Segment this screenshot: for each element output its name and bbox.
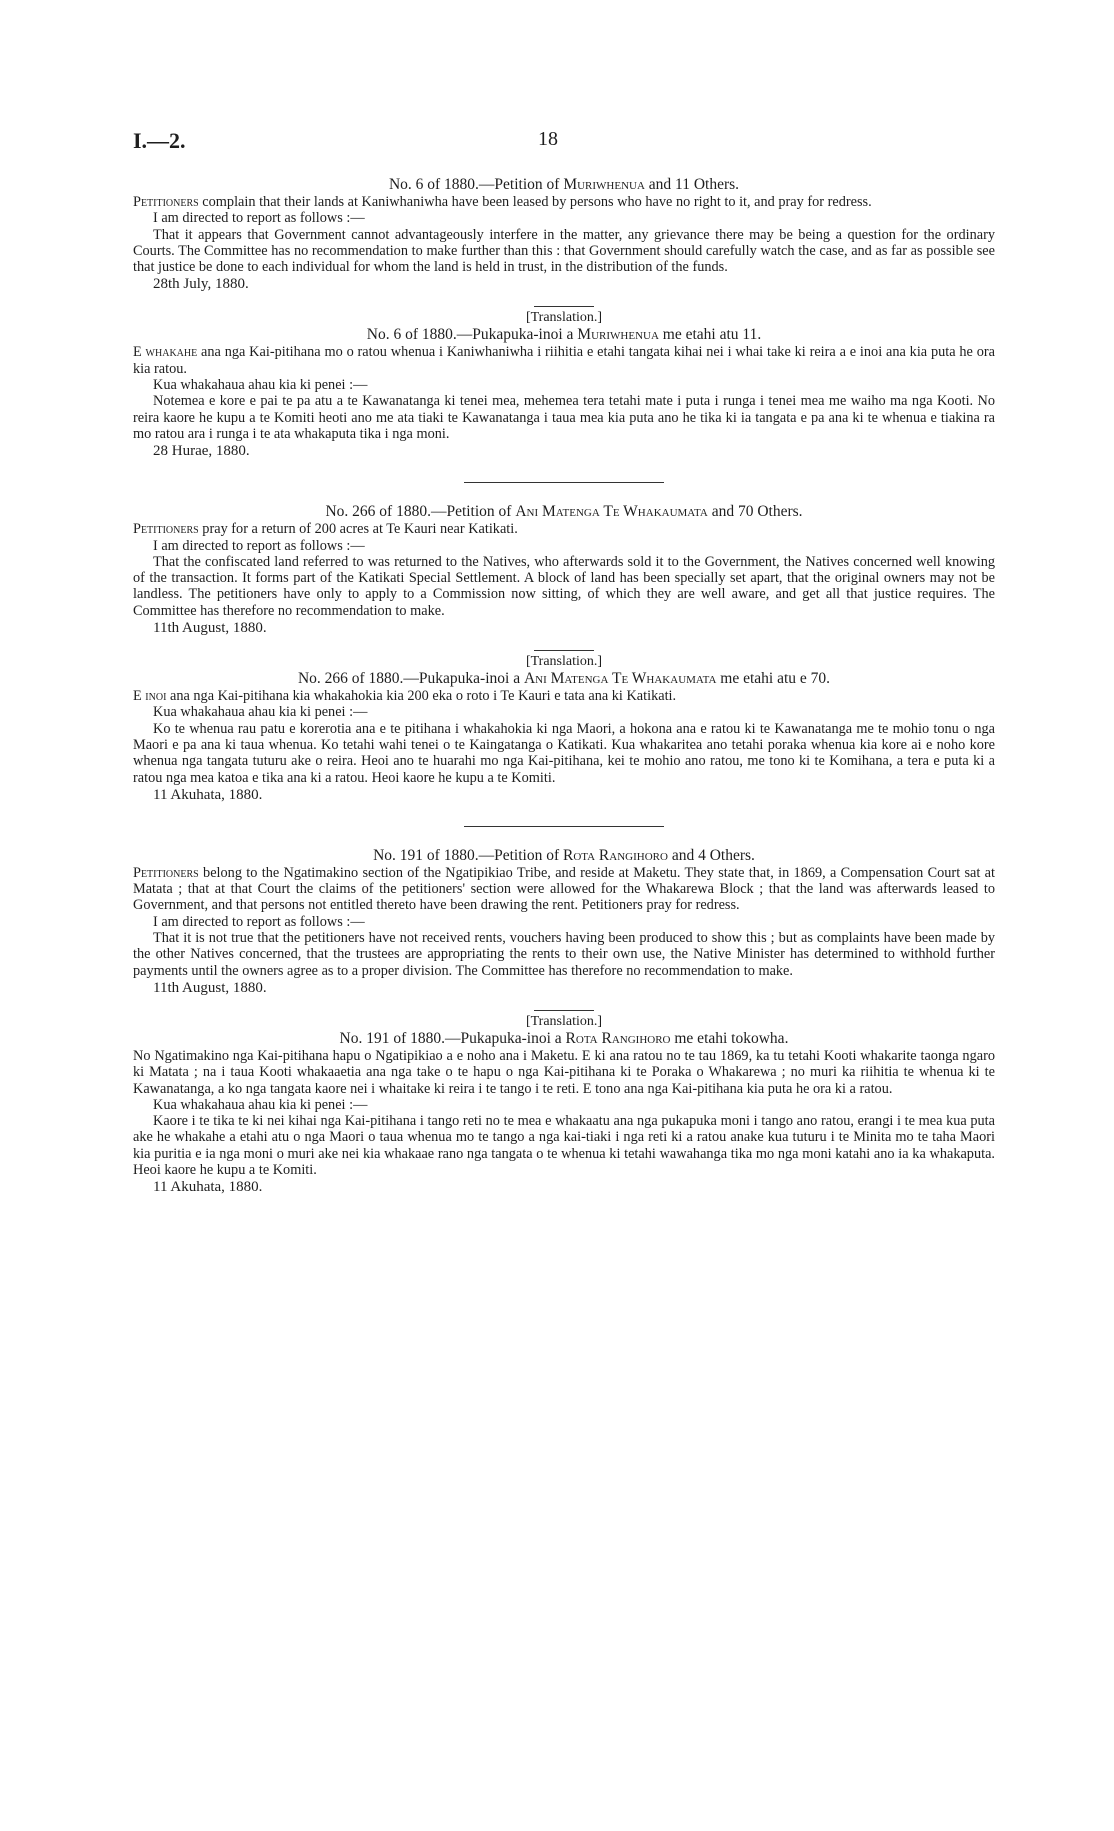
petition-heading: No. 6 of 1880.—Petition of Muriwhenua and 11 Others. — [388, 176, 740, 193]
petition-6-english — [133, 176, 995, 293]
report-date: 11 Akuhata, 1880. — [153, 786, 263, 803]
petition-266-english — [133, 503, 995, 637]
report-intro: Kua whakahaua ahau kia ki penei :— — [153, 1096, 368, 1113]
petition-summary: Petitioners pray for a return of 200 acres at Te Kauri near Katikati. — [133, 521, 518, 538]
short-divider — [534, 1010, 594, 1011]
petition-6-translation — [133, 309, 995, 460]
petition-heading: No. 266 of 1880.—Pukapuka-inoi a Ani Matenga Te Whakaumata me etahi atu e 70. — [297, 670, 831, 688]
report-body: Kaore i te tika te ki nei kihai nga Kai-pitihana i tango reti no te mea e whakaatu ana nga pukapuka moni i tango ano ratou, erangi i te mea kua puta ake he whakahe a etahi atu o nga Maori o taua whenua mo te tango a nga kai-tiaki i nga reti ki a ratou anake kua tuturu i te Minita mo te taha Maori kia puritia e ia nga moni o muri ake nei kia whakaae rano nga tangata o te whenua ki tetahi wawahanga tika mo nga moni katahi ano ia ka whakaputa. Heoi kaore he kupu a te Komiti. — [133, 1113, 995, 1178]
report-date: 28th July, 1880. — [153, 276, 249, 293]
report-body: That it is not true that the petitioners have not received rents, vouchers having been produced to show this ; but as complaints have been made by the other Natives concerned, that the trustees are appropriating the rents to their own use, the Native Minister has determined to withhold further payments until the owners agree as to a proper division. The Committee has therefore no recommendation to make. — [133, 930, 995, 979]
report-body: Notemea e kore e pai te pa atu a te Kawanatanga ki tenei mea, mehemea tera tetahi mate i puta i runga i tenei mea me waiho ma nga Kooti. No reira kaore he kupu a te Komiti heoti ano me ata tiaki te Kawanatanga i taua mea kia puta ano he tika ki ia tangata e pa ana ki te whenua e tiakina ra mo ratou ara i runga i te ata whakaputa tika i nga moni. — [133, 393, 995, 442]
petition-heading: No. 6 of 1880.—Pukapuka-inoi a Muriwhenua me etahi atu 11. — [366, 326, 762, 344]
report-date: 11th August, 1880. — [153, 620, 267, 637]
petition-summary: No Ngatimakino nga Kai-pitihana hapu o Ngatipikiao a e noho ana i Maketu. E ki ana ratou no te tau 1869, ka tu tetahi Kooti whakarite taonga ngaro ki Matata ; na i taua Kooti whakaaetia ana nga take o te hapu o nga Kai-pitihana ki te Poraka o Whakarewa ; no muri ka riihitia te whenua ki te Kawanatanga, a ko nga tangata kaore nei i whaitake ki reira i te tango i te reti. E tono ana nga Kai-pitihana kia puta he ora ki a ratou. — [133, 1047, 995, 1097]
report-body: That it appears that Government cannot advantageously interfere in the matter, any grievance there may be being a question for the ordinary Courts. The Committee has no recommendation to make further than this : that Government should carefully watch the case, and as far as possible see that justice be done to each individual for whom the land is held in trust, in the distribution of the funds. — [133, 226, 995, 276]
report-intro: I am directed to report as follows :— — [153, 537, 365, 554]
page-number: 18 — [538, 128, 558, 150]
petition-266-translation — [133, 653, 995, 804]
short-divider — [534, 650, 594, 651]
translation-label: [Translation.] — [525, 1013, 603, 1029]
petition-heading: No. 191 of 1880.—Pukapuka-inoi a Rota Rangihoro me etahi tokowha. — [339, 1029, 789, 1047]
report-intro: Kua whakahaua ahau kia ki penei :— — [153, 377, 368, 394]
petition-summary: E whakahe ana nga Kai-pitihana mo o ratou whenua i Kaniwhaniwha i riihitia e etahi tangata kihai nei i whai take ki reira a e inoi ana kia puta he ora kia ratou. — [133, 344, 995, 377]
translation-label: [Translation.] — [525, 310, 603, 326]
report-date: 28 Hurae, 1880. — [153, 443, 250, 460]
document-body — [133, 176, 995, 1196]
report-date: 11 Akuhata, 1880. — [153, 1179, 263, 1196]
report-date: 11th August, 1880. — [153, 979, 267, 996]
petition-heading: No. 266 of 1880.—Petition of Ani Matenga Te Whakaumata and 70 Others. — [325, 503, 803, 521]
petition-191-english — [133, 847, 995, 997]
report-intro: Kua whakahaua ahau kia ki penei :— — [153, 704, 368, 721]
petition-summary: Petitioners belong to the Ngatimakino section of the Ngatipikiao Tribe, and reside at Maketu. They state that, in 1869, a Compensation Court sat at Matata ; that at that Court the claims of the petitioners' section were allowed for the Whakarewa Block ; that the land was afterwards leased to Government, and that persons not entitled thereto have been drawing the rent. Petitioners pray for redress. — [133, 864, 995, 914]
section-divider — [464, 482, 664, 483]
section-divider — [464, 826, 664, 827]
report-intro: I am directed to report as follows :— — [153, 913, 365, 930]
series-reference: I.—2. — [133, 128, 186, 153]
short-divider — [534, 306, 594, 307]
petition-summary: E inoi ana nga Kai-pitihana kia whakahokia kia 200 eka o roto i Te Kauri e tata ana ki Katikati. — [133, 688, 677, 705]
report-body: Ko te whenua rau patu e korerotia ana e te pitihana i whakahokia ki nga Maori, a hokona ana e ratou ki te Kawanatanga me te mohio tonu o nga Maori e pa ana ki taua whenua. Ko tetahi wahi tenei o te Kaingatanga o Katikati. Kua whakaritea ano tetahi poraka whenua kia kore ai e noho kore whenua nga tangata tuturu ake o reira. Heoi ano te huarahi mo nga Kai-pitihana, kei te mohio ano ratou, me tono ki te Komihana, a tera e puta ki a ratou nga mea katoa e tika ana ki a ratou. Heoi kaore he kupu a te Komiti. — [133, 720, 995, 786]
report-body: That the confiscated land referred to was returned to the Natives, who afterwards sold it to the Government, the Natives concerned well knowing of the transaction. It forms part of the Katikati Special Settlement. A block of land has been specially set apart, that the original owners may not be landless. The petitioners have only to apply to a Commission now sitting, of which they are well aware, and get all that justice requires. The Committee has therefore no recommendation to make. — [133, 553, 995, 619]
report-intro: I am directed to report as follows :— — [153, 210, 365, 227]
petition-summary: Petitioners complain that their lands at Kaniwhaniwha have been leased by persons who have no right to it, and pray for redress. — [133, 194, 872, 210]
petition-191-translation — [133, 1013, 995, 1196]
page-header — [133, 128, 981, 158]
translation-label: [Translation.] — [525, 654, 603, 670]
petition-heading: No. 191 of 1880.—Petition of Rota Rangihoro and 4 Others. — [373, 846, 755, 864]
